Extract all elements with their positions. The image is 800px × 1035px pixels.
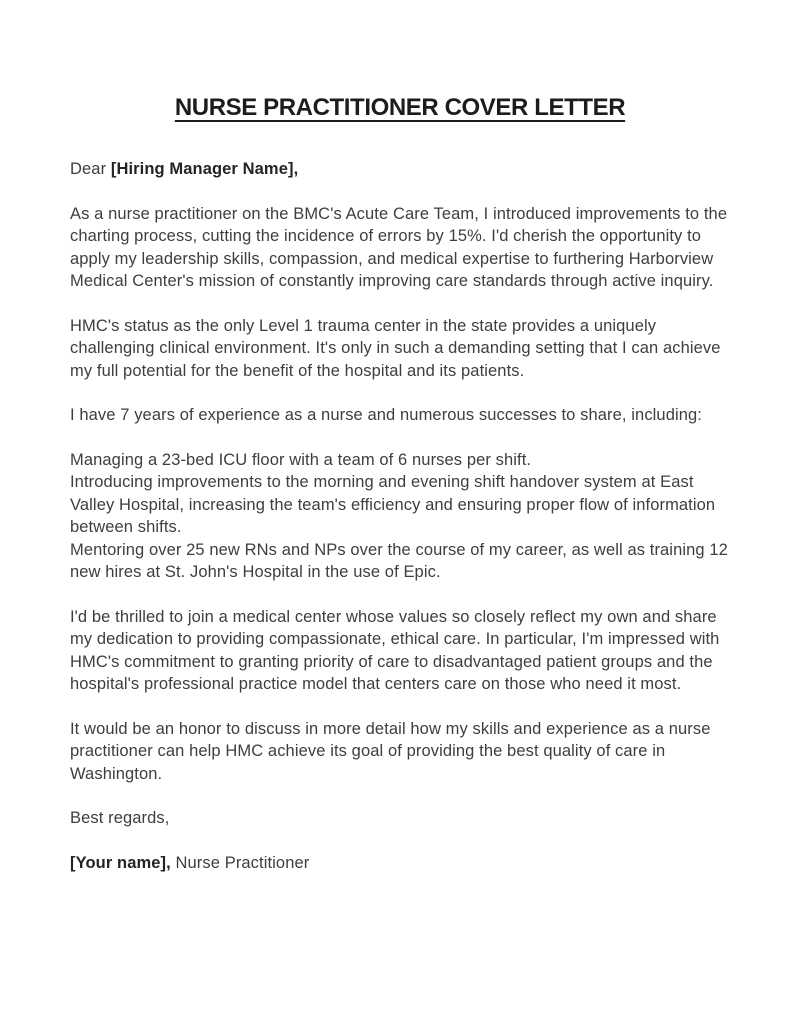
signature [70,852,730,875]
your-name-placeholder: [Your name], [70,853,171,872]
paragraph-experience: I have 7 years of experience as a nurse and numerous successes to share, including: [70,406,702,424]
paragraph-intro: As a nurse practitioner on the BMC's Acute Care Team, I introduced improvements to the charting process, cutting the incidence of errors by 15%. I'd cherish the opportunity to apply my leadership skills, compassion, and medical expertise to furthering Harborview Medical Center's mission of constantly improving care standards through active inquiry. [70,204,728,290]
achievement-item: Introducing improvements to the morning and evening shift handover system at East Valley Hospital, increasing the team's efficiency and ensuring proper flow of information between shifts. [70,473,716,536]
salutation-prefix: Dear [70,160,111,178]
paragraph-values: I'd be thrilled to join a medical center whose values so closely reflect my own and share my dedication to providing compassionate, ethical care. In particular, I'm impressed with HMC's commitment to granting priority of care to disadvantaged patient groups and the hospital's professional practice model that centers care on those who need it most. [70,607,720,693]
achievement-item: Mentoring over 25 new RNs and NPs over the course of my career, as well as training 12 new hires at St. John's Hospital in the use of Epic. [70,540,728,581]
salutation [70,158,730,181]
valediction: Best regards, [70,809,170,827]
letter-title: NURSE PRACTITIONER COVER LETTER [174,94,626,121]
achievement-item: Managing a 23-bed ICU floor with a team of 6 nurses per shift. [70,450,532,469]
signature-role: Nurse Practitioner [170,853,310,872]
paragraph-honor: It would be an honor to discuss in more detail how my skills and experience as a nurse practitioner can help HMC achieve its goal of providing the best quality of care in Washington. [70,719,711,783]
paragraph-hmc-status: HMC's status as the only Level 1 trauma center in the state provides a uniquely challenging clinical environment. It's only in such a demanding setting that I can achieve my full potential for the benefit of the hospital and its patients. [70,316,721,380]
hiring-manager-placeholder: [Hiring Manager Name], [110,160,299,178]
achievements-list [70,449,730,584]
